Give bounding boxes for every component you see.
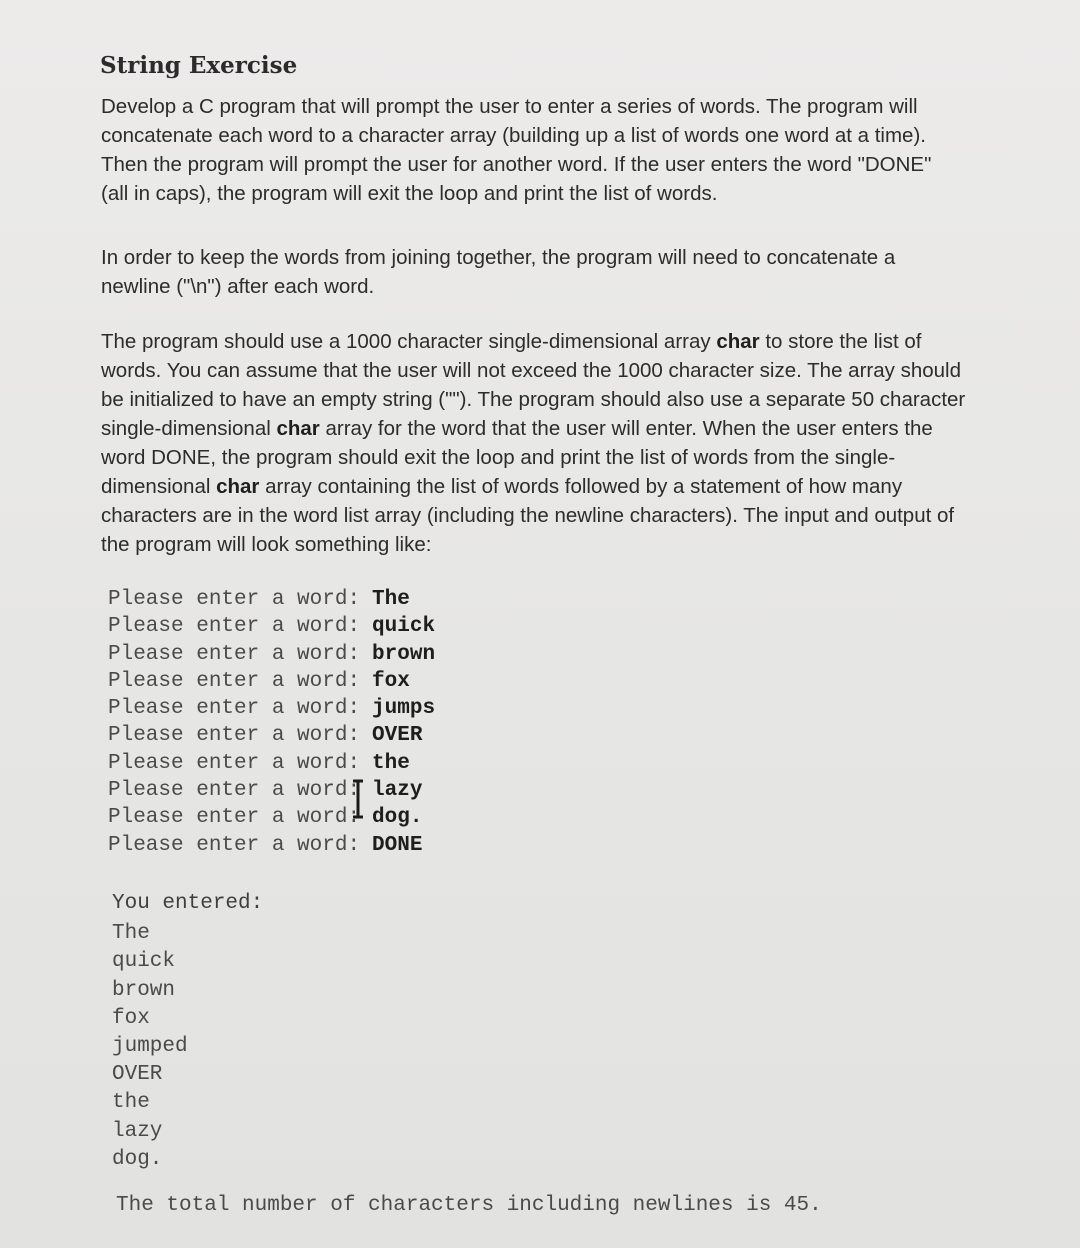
prompt-row xyxy=(108,586,435,613)
sample-input-block xyxy=(108,586,435,859)
paragraph-line: word DONE, the program should exit the loop and print the list of words from the single- xyxy=(101,446,896,469)
intro-paragraph xyxy=(101,92,1036,208)
paragraph-line: Develop a C program that will prompt the user to enter a series of words. The program will xyxy=(101,95,918,118)
output-word: fox xyxy=(112,1006,150,1030)
text-cursor-icon xyxy=(351,779,365,819)
prompt-text: Please enter a word: xyxy=(108,779,361,803)
user-word: The xyxy=(372,588,410,611)
newline-paragraph xyxy=(101,243,1036,301)
user-word: brown xyxy=(372,642,436,666)
output-word: dog. xyxy=(112,1147,163,1171)
prompt-text: Please enter a word: xyxy=(108,615,361,639)
prompt-text: Please enter a word: xyxy=(108,724,361,748)
prompt-text: Please enter a word: xyxy=(108,669,361,693)
paragraph-line xyxy=(101,472,1036,501)
prompt-row xyxy=(108,750,435,777)
user-word: the xyxy=(372,751,410,775)
prompt-row xyxy=(108,641,435,668)
output-word: OVER xyxy=(112,1063,163,1087)
paragraph-line: words. You can assume that the user will not exceed the 1000 character size. The array should xyxy=(101,359,961,382)
paragraph-line: the program will look something like: xyxy=(101,533,432,556)
text-segment: to store the list of xyxy=(759,330,922,353)
total-characters-line: The total number of characters including newlines is 45. xyxy=(116,1194,822,1217)
prompt-text: Please enter a word: xyxy=(108,697,361,721)
keyword-char: char xyxy=(716,330,760,353)
paragraph-line: Then the program will prompt the user for another word. If the user enters the word "DONE" xyxy=(101,153,932,176)
array-paragraph xyxy=(101,327,1036,559)
output-word: quick xyxy=(112,950,176,974)
user-word: quick xyxy=(372,615,436,639)
text-segment: The program should use a 1000 character single-dimensional array xyxy=(101,330,717,353)
paragraph-line xyxy=(101,414,1036,443)
output-word: the xyxy=(112,1091,150,1115)
prompt-text: Please enter a word: xyxy=(108,833,361,857)
prompt-row xyxy=(108,777,435,804)
output-word: jumped xyxy=(112,1035,188,1059)
prompt-row xyxy=(108,804,435,831)
keyword-char: char xyxy=(276,417,320,440)
text-segment: single-dimensional xyxy=(101,417,277,440)
sample-output-block xyxy=(112,890,263,1174)
paragraph-line: In order to keep the words from joining together, the program will need to concatenate a xyxy=(101,246,896,269)
prompt-row xyxy=(108,722,435,749)
prompt-text: Please enter a word: xyxy=(108,806,361,830)
output-word: brown xyxy=(112,978,176,1002)
paragraph-line: newline ("\n") after each word. xyxy=(101,275,375,298)
prompt-text: Please enter a word: xyxy=(108,588,361,611)
prompt-text: Please enter a word: xyxy=(108,642,361,666)
paragraph-line: concatenate each word to a character array (building up a list of words one word at a time). xyxy=(101,124,926,147)
text-segment: array for the word that the user will enter. When the user enters the xyxy=(319,417,933,440)
paragraph-line: be initialized to have an empty string (""). The program should also use a separate 50 character xyxy=(101,388,966,411)
prompt-row xyxy=(108,695,435,722)
text-segment: array containing the list of words followed by a statement of how many xyxy=(259,475,903,498)
user-word: fox xyxy=(372,669,410,693)
text-segment: dimensional xyxy=(101,475,217,498)
output-word: lazy xyxy=(112,1119,163,1143)
prompt-text: Please enter a word: xyxy=(108,751,361,775)
user-word: OVER xyxy=(372,724,423,748)
output-heading: You entered: xyxy=(112,892,264,915)
keyword-char: char xyxy=(216,475,260,498)
paragraph-line: (all in caps), the program will exit the loop and print the list of words. xyxy=(101,182,718,205)
user-word: jumps xyxy=(372,697,436,721)
prompt-row xyxy=(108,832,435,859)
prompt-row xyxy=(108,613,435,640)
paragraph-line: characters are in the word list array (including the newline characters). The input and output of xyxy=(101,504,955,527)
page-title: String Exercise xyxy=(100,52,298,79)
output-word: The xyxy=(112,922,150,946)
user-word: lazy xyxy=(372,779,423,803)
paragraph-line xyxy=(101,327,1036,356)
user-word: DONE xyxy=(372,833,423,857)
user-word: dog. xyxy=(372,806,423,830)
prompt-row xyxy=(108,668,435,695)
